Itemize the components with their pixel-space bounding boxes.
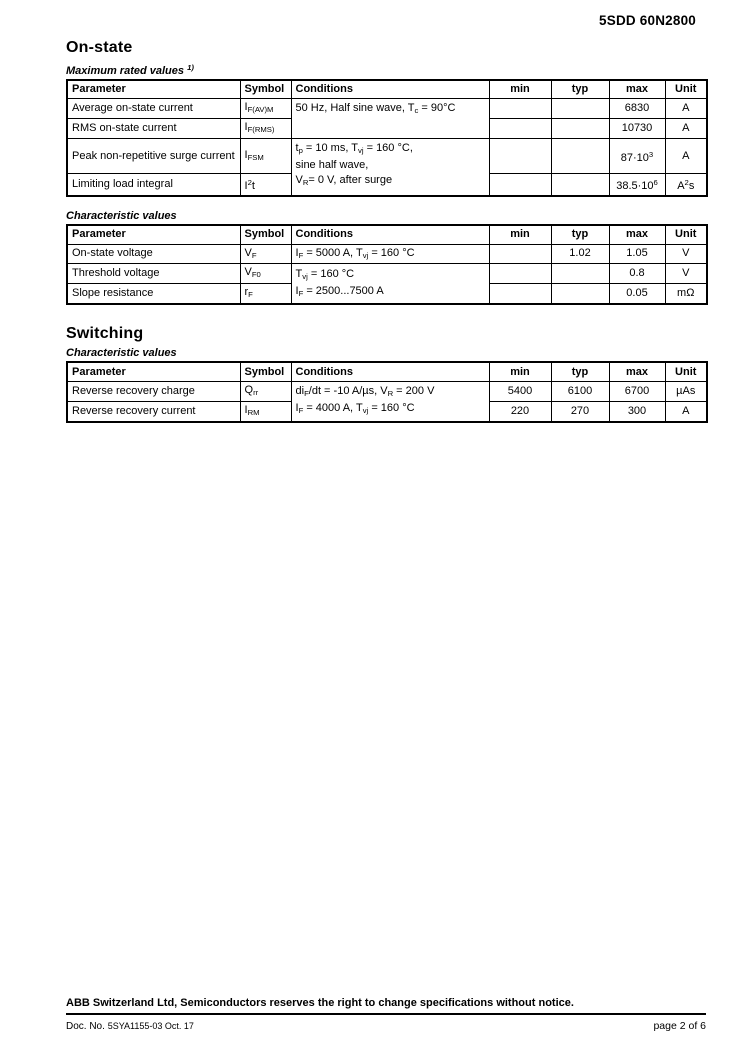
col-header-parameter: Parameter: [67, 362, 240, 381]
cell-symbol: $V_F$: [240, 244, 291, 264]
cell-symbol: $I_{F(RMS)}$: [240, 119, 291, 139]
col-header-min: min: [489, 362, 551, 381]
section-title-switching: Switching: [66, 325, 144, 343]
cell-unit: A: [665, 139, 707, 174]
col-header-parameter: Parameter: [67, 80, 240, 99]
cell-min: 220: [489, 401, 551, 421]
page-indicator: page 2 of 6: [653, 1020, 706, 1032]
cell-typ: [551, 139, 609, 174]
cell-unit: V: [665, 264, 707, 284]
col-header-conditions: Conditions: [291, 225, 489, 244]
cell-parameter: Slope resistance: [67, 284, 240, 304]
cell-min: [489, 244, 551, 264]
cell-min: [489, 284, 551, 304]
table-caption-on-state-characteristic: Characteristic values: [66, 210, 177, 223]
cell-unit: $A^2s$: [665, 174, 707, 196]
cell-typ: [551, 264, 609, 284]
cell-parameter: Reverse recovery current: [67, 401, 240, 421]
cell-typ: 1.02: [551, 244, 609, 264]
col-header-unit: Unit: [665, 362, 707, 381]
cell-parameter: Peak non-repetitive surge current: [67, 139, 240, 174]
col-header-min: min: [489, 80, 551, 99]
col-header-typ: typ: [551, 225, 609, 244]
cell-max: 1.05: [609, 244, 665, 264]
cell-parameter: Threshold voltage: [67, 264, 240, 284]
cell-conditions: $I_F = 5000$ A, $T_{vj} = 160$ °C: [291, 244, 489, 264]
cell-typ: [551, 174, 609, 196]
cell-symbol: $I_{RM}$: [240, 401, 291, 421]
cell-max: 300: [609, 401, 665, 421]
table-header-row: [67, 80, 707, 99]
table-row: [67, 99, 707, 119]
cell-conditions: $T_{vj} = 160$ °C $I_F = 2500...7500$ A: [291, 264, 489, 304]
cell-max: $38.5\cdot 10^6$: [609, 174, 665, 196]
col-header-unit: Unit: [665, 225, 707, 244]
cell-unit: mΩ: [665, 284, 707, 304]
cell-conditions: 50 Hz, Half sine wave, $T_c = 90^\circ C$: [291, 99, 489, 139]
doc-number-value: 5SYA1155-03 Oct. 17: [107, 1021, 194, 1031]
cell-parameter: Reverse recovery charge: [67, 381, 240, 401]
cell-typ: [551, 284, 609, 304]
col-header-typ: typ: [551, 362, 609, 381]
cell-typ: 270: [551, 401, 609, 421]
col-header-symbol: Symbol: [240, 362, 291, 381]
cell-max: $87\cdot 10^3$: [609, 139, 665, 174]
cell-max: 6830: [609, 99, 665, 119]
on-state-characteristic-table: [66, 224, 708, 305]
col-header-parameter: Parameter: [67, 225, 240, 244]
table-row: [67, 139, 707, 174]
cell-symbol: $V_{F0}$: [240, 264, 291, 284]
col-header-symbol: Symbol: [240, 80, 291, 99]
col-header-unit: Unit: [665, 80, 707, 99]
cell-typ: [551, 99, 609, 119]
cell-parameter: On-state voltage: [67, 244, 240, 264]
cell-typ: [551, 119, 609, 139]
page-footer: [66, 997, 706, 1032]
cell-unit: µAs: [665, 381, 707, 401]
cell-unit: V: [665, 244, 707, 264]
cell-min: [489, 264, 551, 284]
cell-unit: A: [665, 401, 707, 421]
col-header-conditions: Conditions: [291, 80, 489, 99]
table-caption-max-rated: Maximum rated values $^{1)}$: [66, 63, 194, 77]
cell-min: [489, 139, 551, 174]
footer-notice: ABB Switzerland Ltd, Semiconductors reserves the right to change specifications without notice.: [66, 997, 706, 1015]
col-header-typ: typ: [551, 80, 609, 99]
switching-characteristic-table: [66, 361, 708, 422]
col-header-max: max: [609, 225, 665, 244]
cell-max: 0.05: [609, 284, 665, 304]
doc-number: [66, 1021, 194, 1032]
cell-parameter: Average on-state current: [67, 99, 240, 119]
cell-parameter: RMS on-state current: [67, 119, 240, 139]
cell-parameter: Limiting load integral: [67, 174, 240, 196]
cell-max: 6700: [609, 381, 665, 401]
cell-max: 10730: [609, 119, 665, 139]
doc-number-label: Doc. No.: [66, 1021, 105, 1032]
cell-symbol: $r_F$: [240, 284, 291, 304]
cell-symbol: $I_{FSM}$: [240, 139, 291, 174]
max-rated-values-table: [66, 79, 708, 197]
col-header-max: max: [609, 80, 665, 99]
cell-unit: A: [665, 119, 707, 139]
cell-typ: 6100: [551, 381, 609, 401]
col-header-conditions: Conditions: [291, 362, 489, 381]
cell-min: 5400: [489, 381, 551, 401]
table-row: [67, 381, 707, 401]
footer-doc-row: [66, 1020, 706, 1032]
cell-min: [489, 174, 551, 196]
table-row: [67, 244, 707, 264]
table-header-row: [67, 225, 707, 244]
cell-unit: A: [665, 99, 707, 119]
col-header-symbol: Symbol: [240, 225, 291, 244]
table-row: [67, 264, 707, 284]
cell-min: [489, 99, 551, 119]
product-code: 5SDD 60N2800: [599, 13, 696, 28]
cell-symbol: $I_{F(AV)M}$: [240, 99, 291, 119]
table-caption-switching-characteristic: Characteristic values: [66, 347, 177, 360]
page-content: [66, 0, 706, 423]
section-title-on-state: On-state: [66, 39, 133, 56]
col-header-min: min: [489, 225, 551, 244]
cell-max: 0.8: [609, 264, 665, 284]
col-header-max: max: [609, 362, 665, 381]
cell-symbol: $I^2t$: [240, 174, 291, 196]
cell-conditions: $di_F/dt = -10$ A/µs, $V_R = 200$ V $I_F = 4000$ A, $T_{vj} = 160$ °C: [291, 381, 489, 421]
cell-conditions: $t_p = 10$ ms, $T_{vj} = 160$ °C, sine half wave, $V_R= 0$ V, after surge: [291, 139, 489, 196]
table-header-row: [67, 362, 707, 381]
cell-min: [489, 119, 551, 139]
cell-symbol: $Q_{rr}$: [240, 381, 291, 401]
